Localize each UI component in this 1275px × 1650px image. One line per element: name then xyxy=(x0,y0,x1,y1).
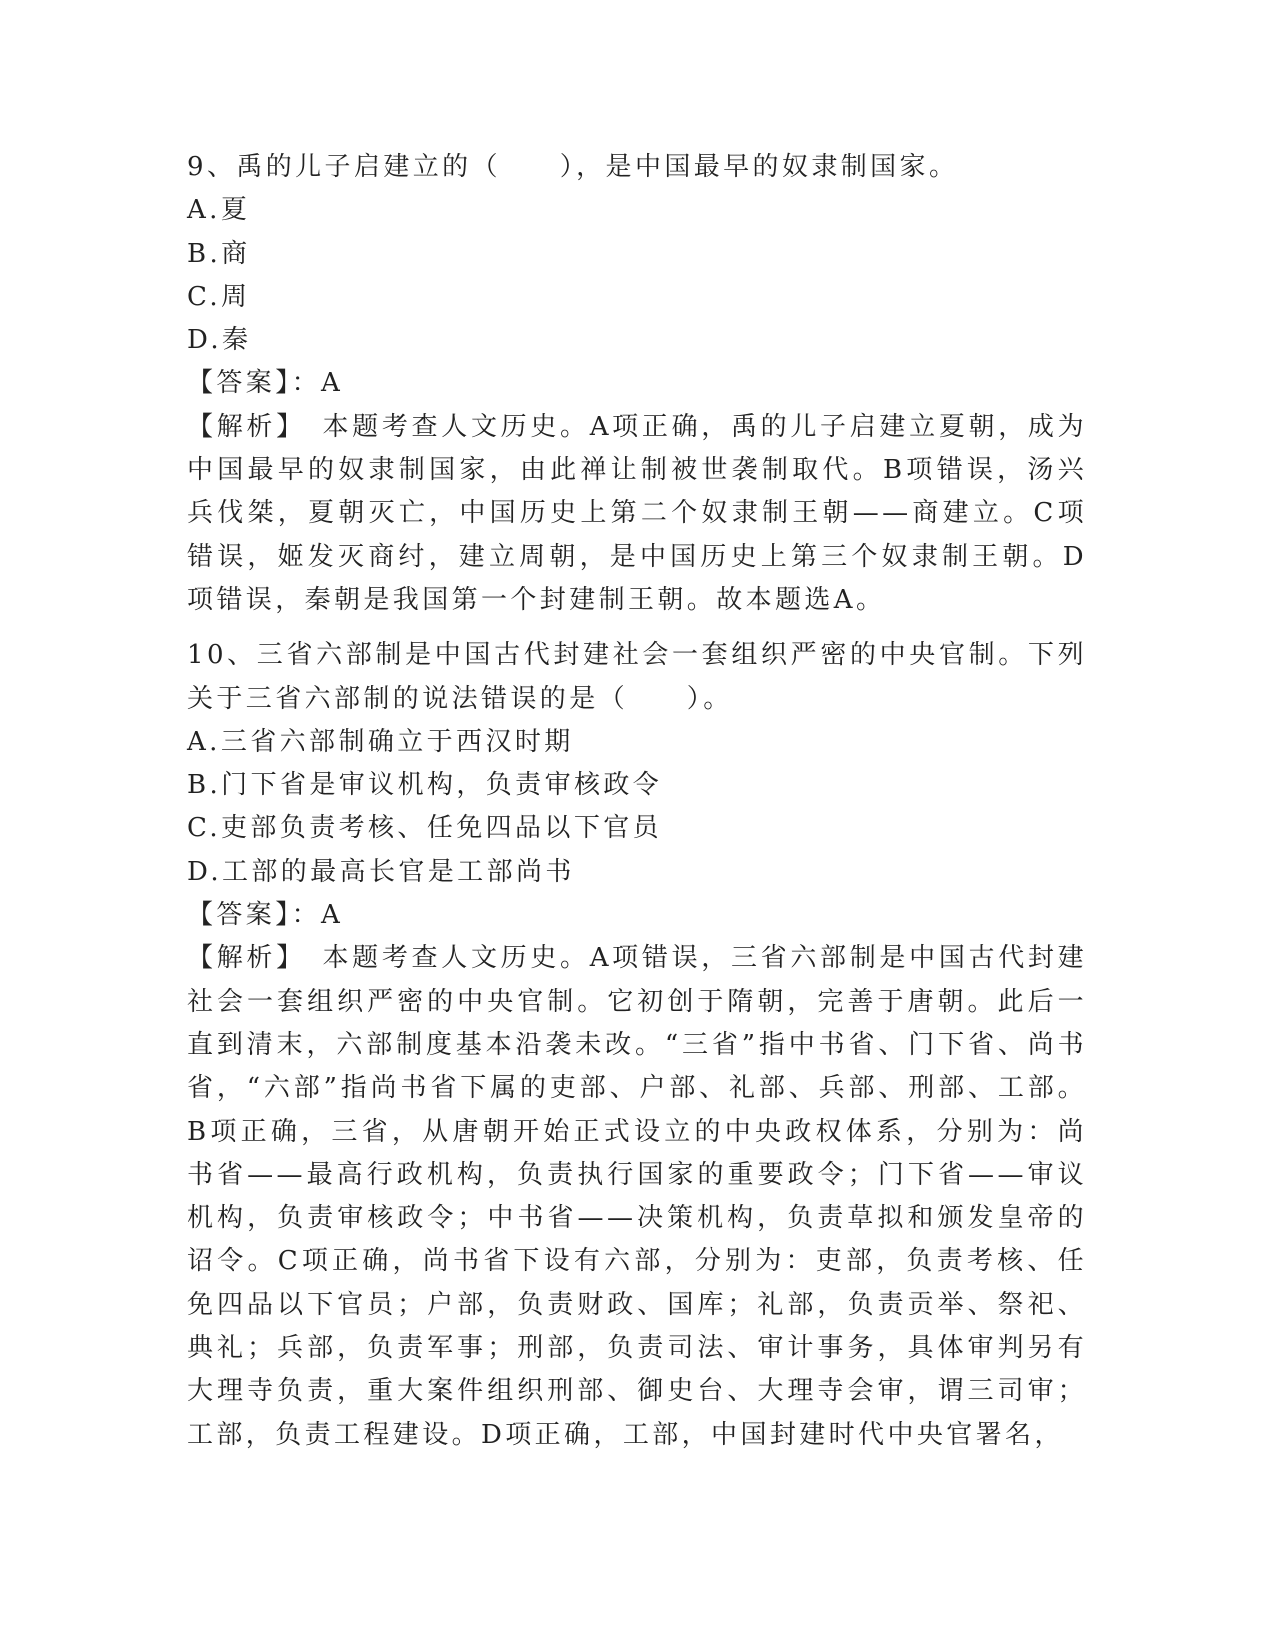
option-b: B.商 xyxy=(187,238,251,269)
option-d: D.秦 xyxy=(187,325,252,356)
option-b: B.门下省是审议机构，负责审核政令 xyxy=(187,770,663,801)
answer-line: 【答案】：A xyxy=(187,368,344,399)
question-9 xyxy=(187,146,1087,622)
analysis-paragraph: 【解析】 本题考查人文历史。A项错误，三省六部制是中国古代封建社会一套组织严密的中央官制。它初创于隋朝，完善于唐朝。此后一直到清末，六部制度基本沿袭未改。“三省”指中书省、门下省、尚书省，“六部”指尚书省下属的吏部、户部、礼部、兵部、刑部、工部。B项正确，三省，从唐朝开始正式设立的中央政权体系，分别为：尚书省——最高行政机构，负责执行国家的重要政令；门下省——审议机构，负责审核政令；中书省——决策机构，负责草拟和颁发皇帝的诏令。C项正确，尚书省下设有六部，分别为：吏部，负责考核、任免四品以下官员；户部，负责财政、国库；礼部，负责贡举、祭祀、典礼；兵部，负责军事；刑部，负责司法、审计事务，具体审判另有大理寺负责，重大案件组织刑部、御史台、大理寺会审，谓三司审；工部，负责工程建设。D项正确，工部，中国封建时代中央官署名， xyxy=(187,943,1087,1450)
question-stem: 10、三省六部制是中国古代封建社会一套组织严密的中央官制。下列关于三省六部制的说法错误的是（ ）。 xyxy=(187,640,1087,714)
question-10 xyxy=(187,634,1087,1457)
analysis-paragraph: 【解析】 本题考查人文历史。A项正确，禹的儿子启建立夏朝，成为中国最早的奴隶制国家，由此禅让制被世袭制取代。B项错误，汤兴兵伐桀，夏朝灭亡，中国历史上第二个奴隶制王朝——商建立。C项错误，姬发灭商纣，建立周朝，是中国历史上第三个奴隶制王朝。D项错误，秦朝是我国第一个封建制王朝。故本题选A。 xyxy=(187,411,1087,615)
option-c: C.周 xyxy=(187,281,251,312)
option-a: A.夏 xyxy=(187,195,251,226)
option-a: A.三省六部制确立于西汉时期 xyxy=(187,726,574,757)
option-c: C.吏部负责考核、任免四品以下官员 xyxy=(187,813,663,844)
option-d: D.工部的最高长官是工部尚书 xyxy=(187,856,575,887)
question-stem: 9、禹的儿子启建立的（ ），是中国最早的奴隶制国家。 xyxy=(187,152,959,182)
answer-line: 【答案】：A xyxy=(187,900,344,931)
document-content xyxy=(187,146,1087,1457)
